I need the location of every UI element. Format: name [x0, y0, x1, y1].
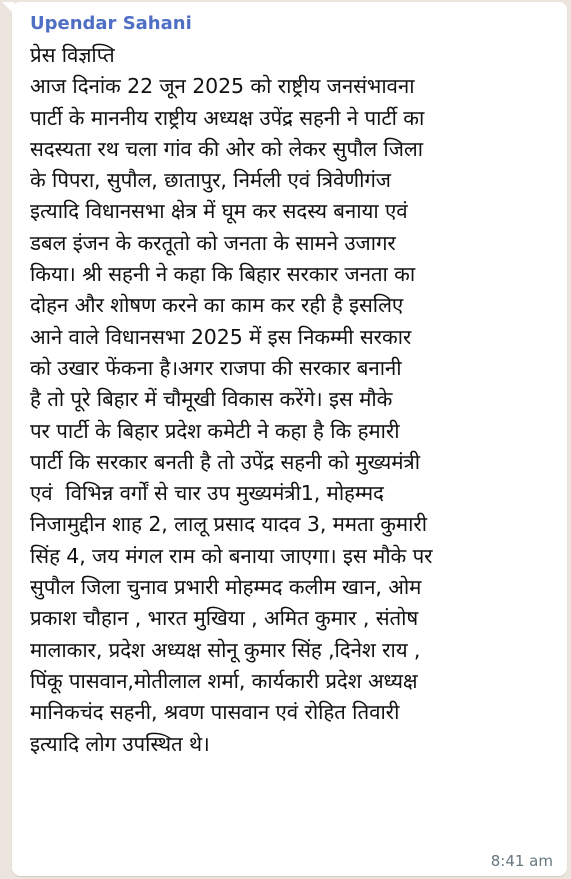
- message-bubble[interactable]: [12, 2, 567, 876]
- message-timestamp: 8:41 am: [490, 852, 553, 870]
- sender-name[interactable]: Upendar Sahani: [30, 13, 192, 34]
- message-text: प्रेस विज्ञप्ति आज दिनांक 22 जून 2025 को राष्ट्रीय जनसंभावना पार्टी के माननीय राष्ट्रीय अध्यक्ष उपेंद्र सहनी ने पार्टी का सदस्यता रथ चला गांव की ओर को लेकर सुपौल जिला के पिपरा, सुपौल, छातापुर, निर्मली एवं त्रिवेणीगंज इत्यादि विधानसभा क्षेत्र में घूम कर सदस्य बनाया एवं डबल इंजन के करतूतो को जनता के सामने उजागर किया। श्री सहनी ने कहा कि बिहार सरकार जनता का दोहन और शोषण करने का काम कर रही है इसलिए आने वाले विधानसभा 2025 में इस निकम्मी सरकार को उखार फेंकना है।अगर राजपा की सरकार बनानी है तो पूरे बिहार में चौमूखी विकास करेंगे। इस मौके पर पार्टी के बिहार प्रदेश कमेटी ने कहा है कि हमारी पार्टी कि सरकार बनती है तो उपेंद्र सहनी को मुख्यमंत्री एवं विभिन्न वर्गों से चार उप मुख्यमंत्री1, मोहम्मद निजामुद्दीन शाह 2, लालू प्रसाद यादव 3, ममता कुमारी सिंह 4, जय मंगल राम को बनाया जाएगा। इस मौके पर सुपौल जिला चुनाव प्रभारी मोहम्मद कलीम खान, ओम प्रकाश चौहान , भारत मुखिया , अमित कुमार , संतोष मालाकार, प्रदेश अध्यक्ष सोनू कुमार सिंह ,दिनेश राय , पिंकू पासवान,मोतीलाल शर्मा, कार्यकारी प्रदेश अध्यक्ष मानिकचंद सहनी, श्रवण पासवान एवं रोहित तिवारी इत्यादि लोग उपस्थित थे।: [30, 43, 433, 756]
